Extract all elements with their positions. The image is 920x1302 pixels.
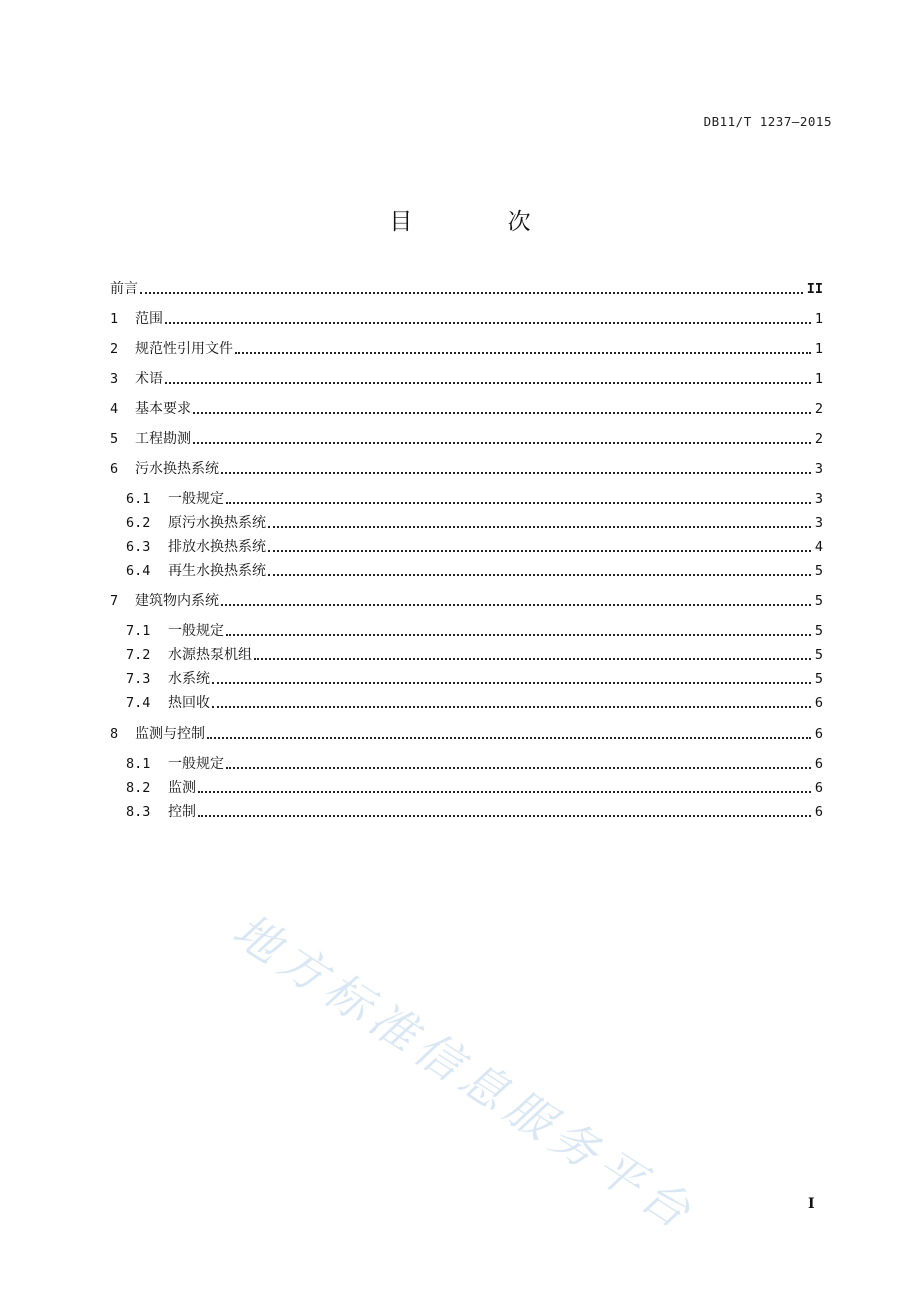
toc-entry-page: 2 [814,401,823,417]
toc-entry-number: 7.4 [126,695,151,711]
toc-entry-label: 规范性引用文件 [135,341,233,357]
dot-leader [193,442,811,444]
toc-entry-page: 5 [814,671,823,687]
toc-entry-label: 术语 [135,371,163,387]
toc-entry-label: 热回收 [168,695,210,711]
toc-entry-label: 水源热泵机组 [168,647,252,663]
toc-entry-page: 5 [814,647,823,663]
toc-entry-number: 6.2 [126,515,151,531]
toc-entry-label: 一般规定 [168,491,224,507]
toc-entry-6-1[interactable] [126,489,823,509]
toc-entry-7-2[interactable] [126,645,823,665]
toc-entry-number: 8.2 [126,780,151,796]
toc-entry-page: 1 [814,341,823,357]
watermark: 地方标准信息服务平台 [223,902,706,1243]
toc-entry-8-1[interactable] [126,754,823,774]
dot-leader [193,412,811,414]
dot-leader [165,382,811,384]
toc-entry-1[interactable] [110,309,823,329]
toc-entry-page: 3 [814,515,823,531]
toc-entry-6-4[interactable] [126,561,823,581]
toc-entry-7-4[interactable] [126,693,823,713]
toc-entry-6-2[interactable] [126,513,823,533]
toc-entry-label: 污水换热系统 [135,461,219,477]
dot-leader [165,322,811,324]
dot-leader [140,292,803,294]
toc-entry-6[interactable] [110,459,823,479]
page-title: 目 次 [389,209,575,235]
dot-leader [235,352,811,354]
dot-leader [268,550,811,552]
toc-entry-8-2[interactable] [126,778,823,798]
dot-leader [254,658,811,660]
dot-leader [207,737,811,739]
toc-entry-3[interactable] [110,369,823,389]
toc-entry-number: 1 [110,311,119,327]
toc-entry-foreword[interactable] [110,279,823,299]
toc-entry-label: 一般规定 [168,623,224,639]
dot-leader [212,706,811,708]
toc-entry-label: 建筑物内系统 [135,593,219,609]
dot-leader [198,791,811,793]
dot-leader [226,634,811,636]
toc-entry-label: 排放水换热系统 [168,539,266,555]
toc-entry-label: 再生水换热系统 [168,563,266,579]
dot-leader [268,574,811,576]
toc-entry-label: 范围 [135,311,163,327]
dot-leader [212,682,811,684]
toc-entry-page: 1 [814,311,823,327]
toc-entry-label: 工程勘测 [135,431,191,447]
toc-entry-number: 6 [110,461,119,477]
toc-entry-page: II [806,281,823,297]
toc-entry-label: 原污水换热系统 [168,515,266,531]
toc-entry-5[interactable] [110,429,823,449]
dot-leader [226,502,811,504]
dot-leader [221,604,811,606]
toc-entry-number: 6.1 [126,491,151,507]
toc-entry-page: 4 [814,539,823,555]
toc-entry-page: 2 [814,431,823,447]
toc-entry-number: 3 [110,371,119,387]
toc-entry-page: 5 [814,623,823,639]
dot-leader [226,767,811,769]
toc-entry-label: 水系统 [168,671,210,687]
toc-entry-6-3[interactable] [126,537,823,557]
toc-entry-number: 7 [110,593,119,609]
toc-entry-number: 4 [110,401,119,417]
toc-entry-page: 1 [814,371,823,387]
toc-entry-number: 5 [110,431,119,447]
dot-leader [198,815,811,817]
toc-entry-number: 7.1 [126,623,151,639]
toc-entry-number: 8.1 [126,756,151,772]
toc-entry-7-1[interactable] [126,621,823,641]
toc-entry-number: 7.2 [126,647,151,663]
toc-entry-label: 一般规定 [168,756,224,772]
toc-entry-page: 3 [814,491,823,507]
footer-page-number: I [808,1196,815,1212]
toc-entry-page: 5 [814,593,823,609]
toc-entry-8[interactable] [110,724,823,744]
toc-entry-label: 基本要求 [135,401,191,417]
toc-entry-label: 监测 [168,780,196,796]
document-code: DB11/T 1237—2015 [703,114,832,129]
toc-entry-label: 监测与控制 [135,726,205,742]
toc-entry-label: 控制 [168,804,196,820]
toc-entry-4[interactable] [110,399,823,419]
toc-entry-page: 3 [814,461,823,477]
toc-entry-page: 5 [814,563,823,579]
toc-entry-page: 6 [814,756,823,772]
toc-entry-7[interactable] [110,591,823,611]
toc-entry-2[interactable] [110,339,823,359]
toc-entry-page: 6 [814,780,823,796]
dot-leader [268,526,811,528]
toc-entry-number: 8.3 [126,804,151,820]
toc-entry-number: 6.4 [126,563,151,579]
toc-entry-number: 2 [110,341,119,357]
toc-entry-page: 6 [814,804,823,820]
toc-entry-number: 7.3 [126,671,151,687]
toc-entry-number: 8 [110,726,119,742]
toc-entry-page: 6 [814,726,823,742]
toc-entry-label: 前言 [110,281,138,297]
toc-entry-8-3[interactable] [126,802,823,822]
dot-leader [221,472,811,474]
toc-entry-page: 6 [814,695,823,711]
toc-entry-number: 6.3 [126,539,151,555]
toc-entry-7-3[interactable] [126,669,823,689]
